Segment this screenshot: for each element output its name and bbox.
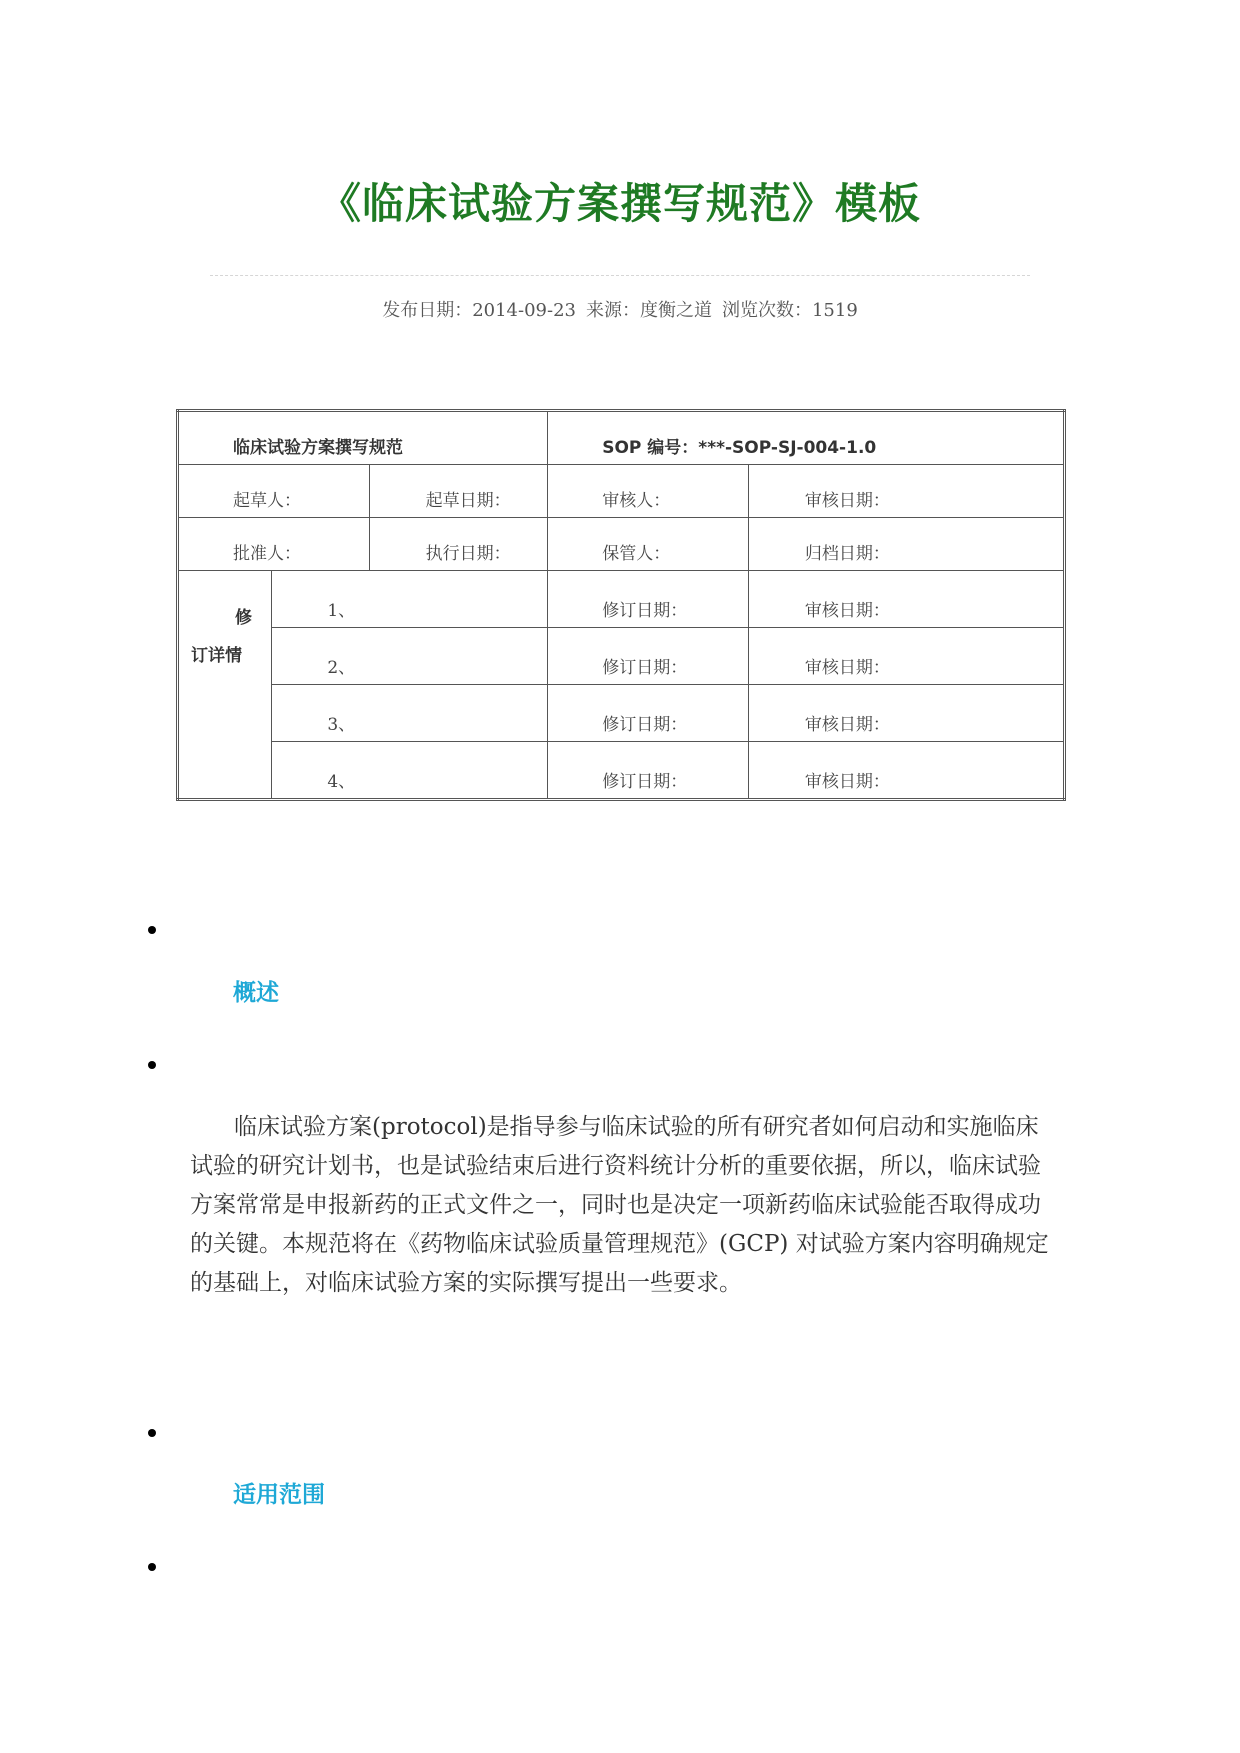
view-count: 浏览次数：1519 <box>721 300 858 321</box>
revision-date: 修订日期： <box>548 742 749 800</box>
custodian-cell: 保管人： <box>548 518 749 571</box>
bullet-point <box>148 926 156 934</box>
overview-paragraph: 临床试验方案(protocol)是指导参与临床试验的所有研究者如何启动和实施临床试验的研究计划书，也是试验结束后进行资料统计分析的重要依据，所以，临床试验方案常常是申报新药的正式文件之一，同时也是决定一项新药临床试验能否取得成功的关键。本规范将在《药物临床试验质量管理规范》(GCP) 对试验方案内容明确规定的基础上，对临床试验方案的实际撰写提出一些要求。 <box>190 1114 1049 1296</box>
revision-label-line1: 修 <box>235 608 252 628</box>
bullet-point <box>148 1429 156 1437</box>
sop-header-row <box>178 411 1065 465</box>
review-date-cell: 审核日期： <box>748 465 1064 518</box>
revision-number: 3、 <box>272 685 548 742</box>
approver-cell: 批准人： <box>178 518 370 571</box>
page-title: 《临床试验方案撰写规范》模板 <box>318 179 921 228</box>
title-divider <box>210 275 1030 276</box>
revision-review-date: 审核日期： <box>748 685 1064 742</box>
revision-number: 2、 <box>272 628 548 685</box>
bullet-point <box>148 1061 156 1069</box>
sop-number-cell: SOP 编号：***-SOP-SJ-004-1.0 <box>548 411 1065 465</box>
revision-row <box>178 628 1065 685</box>
revision-label-line2: 订详情 <box>191 646 242 666</box>
publish-date: 发布日期：2014-09-23 <box>382 300 576 321</box>
revision-date: 修订日期： <box>548 628 749 685</box>
sop-approve-row <box>178 518 1065 571</box>
draft-date-cell: 起草日期： <box>369 465 548 518</box>
revision-review-date: 审核日期： <box>748 742 1064 800</box>
doc-name-cell: 临床试验方案撰写规范 <box>178 411 548 465</box>
drafter-cell: 起草人： <box>178 465 370 518</box>
reviewer-cell: 审核人： <box>548 465 749 518</box>
overview-heading: 概述 <box>233 980 279 1006</box>
source: 来源：度衡之道 <box>585 300 712 321</box>
revision-review-date: 审核日期： <box>748 628 1064 685</box>
revision-row <box>178 685 1065 742</box>
revision-number: 1、 <box>272 571 548 628</box>
sop-table <box>176 409 1066 801</box>
bullet-point <box>148 1563 156 1571</box>
meta-line <box>0 296 1240 322</box>
revision-row <box>178 742 1065 800</box>
revision-date: 修订日期： <box>548 571 749 628</box>
sop-draft-row <box>178 465 1065 518</box>
revision-row <box>178 571 1065 628</box>
revision-date: 修订日期： <box>548 685 749 742</box>
revision-number: 4、 <box>272 742 548 800</box>
effective-date-cell: 执行日期： <box>369 518 548 571</box>
revision-review-date: 审核日期： <box>748 571 1064 628</box>
archive-date-cell: 归档日期： <box>748 518 1064 571</box>
scope-heading: 适用范围 <box>233 1482 325 1508</box>
revision-label <box>178 571 272 800</box>
